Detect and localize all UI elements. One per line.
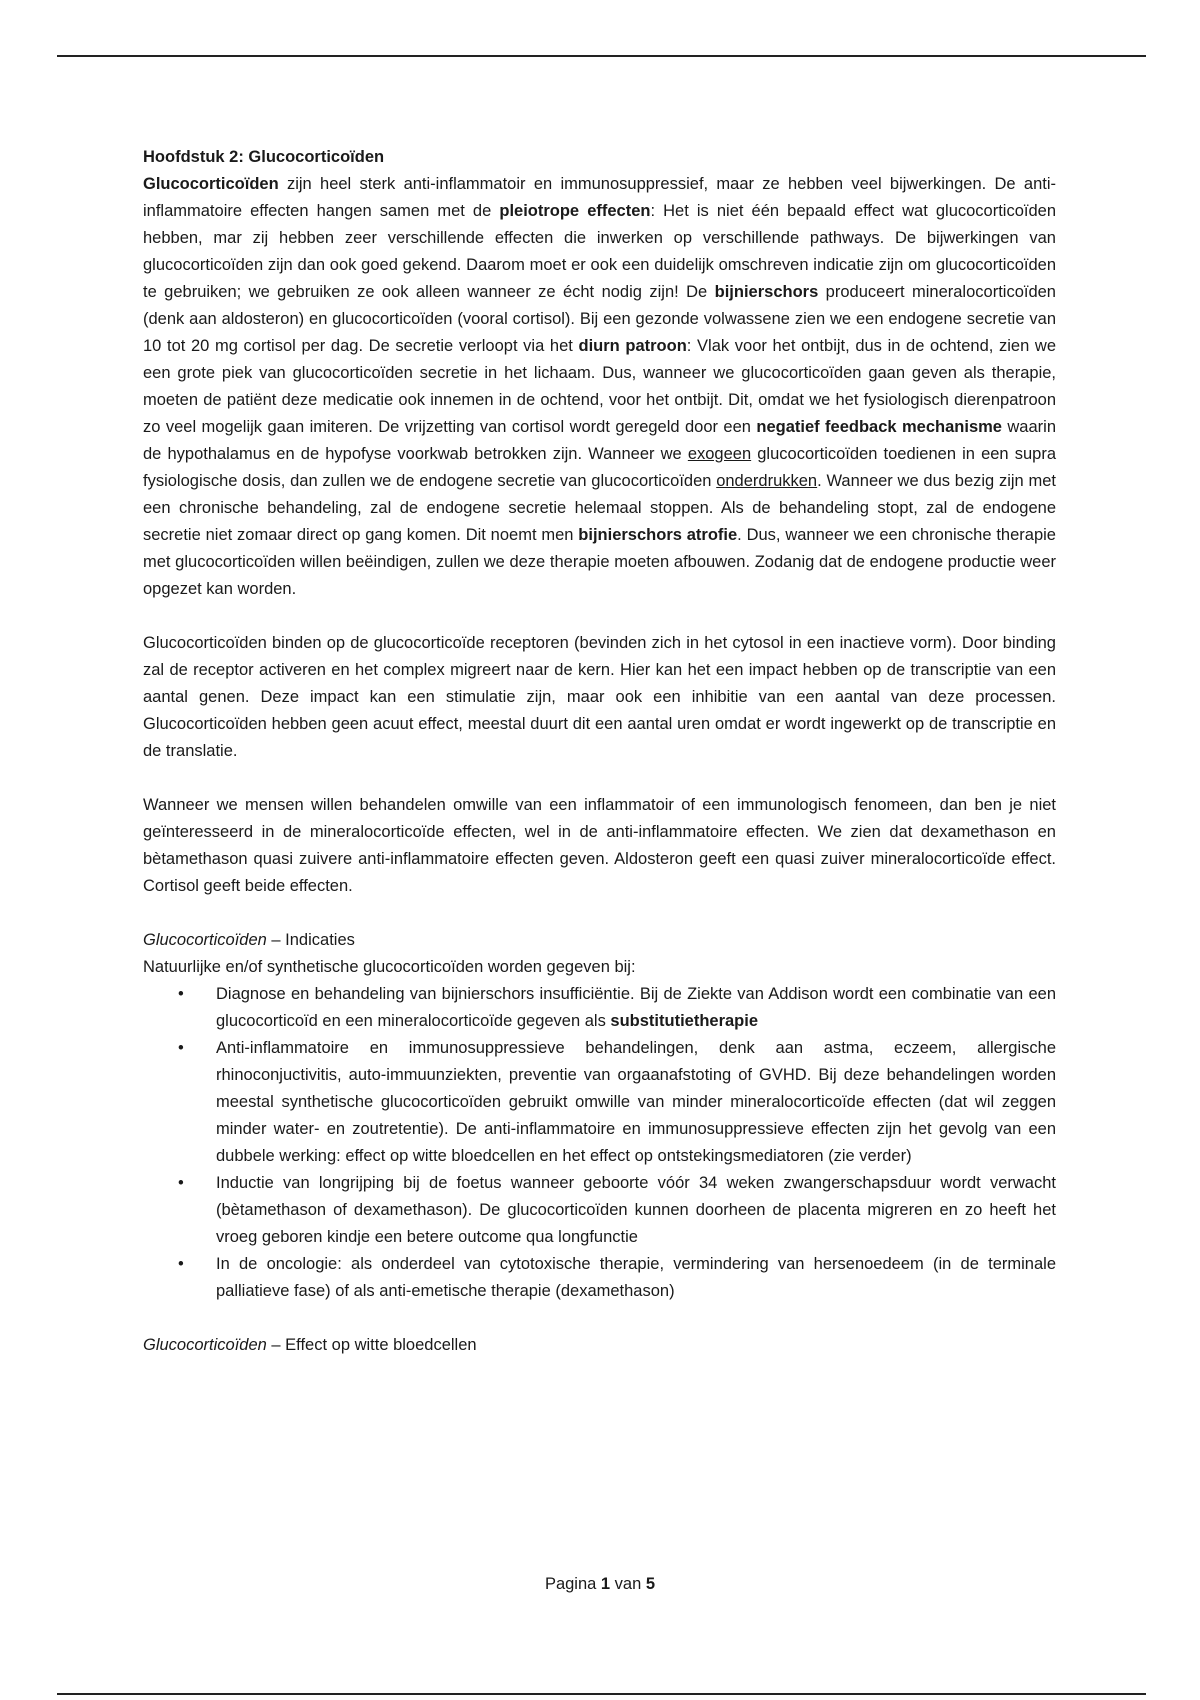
- bullet-icon: •: [178, 1174, 184, 1192]
- list-item: • Anti-inflammatoire en immunosuppressieve behandelingen, denk aan astma, eczeem, allergische rhinoconjuctivitis, auto-immuunziekten, preventie van orgaanafstoting of GVHD. Bij deze behandelingen worden meestal synthetische glucocorticoïden gebruikt omwille van minder mineralocorticoïde effecten (dat wil zeggen minder water- en zoutretentie). De anti-inflammatoire en immunosuppressieve effecten zijn het gevolg van een dubbele werking: effect op witte bloedcellen en het effect op ontstekingsmediatoren (zie verder): [143, 1035, 1056, 1170]
- term-onderdrukken: onderdrukken: [716, 472, 818, 490]
- list-item: • In de oncologie: als onderdeel van cytotoxische therapie, vermindering van hersenoedeem (in de terminale palliatieve fase) of als anti-emetische therapie (dexamethason): [143, 1251, 1056, 1305]
- term-bijnierschors: bijnierschors: [714, 283, 819, 301]
- page-total: 5: [645, 1575, 656, 1593]
- chapter-title: Hoofdstuk 2: Glucocorticoïden: [143, 148, 385, 166]
- term-negatief-feedback: negatief feedback mechanisme: [756, 418, 1002, 436]
- intro-paragraph: Glucocorticoïden zijn heel sterk anti-inflammatoir en immunosuppressief, maar ze hebben veel bijwerkingen. De anti-inflammatoire effecten hangen samen met de pleiotrope effecten: Het is niet één bepaald effect wat glucocorticoïden hebben, mar zij hebben zeer verschillende effecten die inwerken op verschillende pathways. De bijwerkingen van glucocorticoïden zijn dan ook goed gekend. Daarom moet er ook een duidelijk omschreven indicatie zijn om glucocorticoïden te gebruiken; we gebruiken ze ook alleen wanneer ze écht nodig zijn! De bijnierschors produceert mineralocorticoïden (denk aan aldosteron) en glucocorticoïden (vooral cortisol). Bij een gezonde volwassene zien we een endogene secretie van 10 tot 20 mg cortisol per dag. De secretie verloopt via het diurn patroon: Vlak voor het ontbijt, dus in de ochtend, zien we een grote piek van glucocorticoïden secretie in het lichaam. Dus, wanneer we glucocorticoïden gaan geven als therapie, moeten de patiënt deze medicatie ook innemen in de ochtend, voor het ontbijt. Dit, omdat we het fysiologisch dierenpatroon zo veel mogelijk gaan imiteren. De vrijzetting van cortisol wordt geregeld door een negatief feedback mechanisme waarin de hypothalamus en de hypofyse voorkwab betrokken zijn. Wanneer we exogeen glucocorticoïden toedienen in een supra fysiologische dosis, dan zullen we de endogene secretie van glucocorticoïden onderdrukken. Wanneer we dus bezig zijn met een chronische behandeling, zal de endogene secretie helemaal stoppen. Als de behandeling stopt, zal de endogene secretie niet zomaar direct op gang komen. Dit noemt men bijnierschors atrofie. Dus, wanneer we een chronische therapie met glucocorticoïden willen beëindigen, zullen we deze therapie moeten afbouwen. Zodanig dat de endogene productie weer opgezet kan worden.: [143, 175, 1057, 598]
- indicaties-list: [143, 981, 1056, 1305]
- term-exogeen: exogeen: [687, 445, 752, 463]
- page-footer: Pagina 1 van 5: [544, 1575, 656, 1593]
- receptor-paragraph: Glucocorticoïden binden op de glucocorticoïde receptoren (bevinden zich in het cytosol in een inactieve vorm). Door binding zal de receptor activeren en het complex migreert naar de kern. Hier kan het een impact hebben op de transcriptie van een aantal genen. Deze impact kan een stimulatie zijn, maar ook een inhibitie van een aantal van deze processen. Glucocorticoïden hebben geen acuut effect, meestal duurt dit een aantal uren omdat er wordt ingewerkt op de transcriptie en de translatie.: [143, 634, 1056, 760]
- term-glucocorticoiden: Glucocorticoïden: [143, 175, 279, 193]
- bullet-icon: •: [178, 985, 184, 1003]
- list-item: • Inductie van longrijping bij de foetus wanneer geboorte vóór 34 weken zwangerschapsduur wordt verwacht (bètamethason of dexamethason). De glucocorticoïden kunnen doorheen de placenta migreren en zo heeft het vroeg geboren kindje een betere outcome qua longfunctie: [143, 1170, 1056, 1251]
- term-pleiotrope: pleiotrope effecten: [499, 202, 651, 220]
- indicaties-heading: Glucocorticoïden – Indicaties: [143, 931, 355, 949]
- term-bijnierschors-atrofie: bijnierschors atrofie: [578, 526, 738, 544]
- header-rule: [57, 55, 1146, 57]
- page-number: 1: [600, 1575, 611, 1593]
- wbc-heading: Glucocorticoïden – Effect op witte bloedcellen: [143, 1336, 477, 1354]
- footer-rule: [57, 1693, 1146, 1695]
- bullet-icon: •: [178, 1255, 184, 1273]
- effects-paragraph: Wanneer we mensen willen behandelen omwille van een inflammatoir of een immunologisch fenomeen, dan ben je niet geïnteresseerd in de mineralocorticoïde effecten, wel in de anti-inflammatoire effecten. We zien dat dexamethason en bètamethason quasi zuivere anti-inflammatoire effecten geven. Aldosteron geeft een quasi zuiver mineralocorticoïde effect. Cortisol geeft beide effecten.: [143, 796, 1056, 895]
- indicaties-intro: Natuurlijke en/of synthetische glucocorticoïden worden gegeven bij:: [143, 958, 636, 976]
- list-item: • Diagnose en behandeling van bijnierschors insufficiëntie. Bij de Ziekte van Addison wordt een combinatie van een glucocorticoïd en een mineralocorticoïde gegeven als substitutietherapie: [143, 981, 1056, 1035]
- term-substitutietherapie: substitutietherapie: [610, 1012, 759, 1030]
- page-body: [143, 144, 1056, 1359]
- term-diurn-patroon: diurn patroon: [578, 337, 687, 355]
- bullet-icon: •: [178, 1039, 184, 1057]
